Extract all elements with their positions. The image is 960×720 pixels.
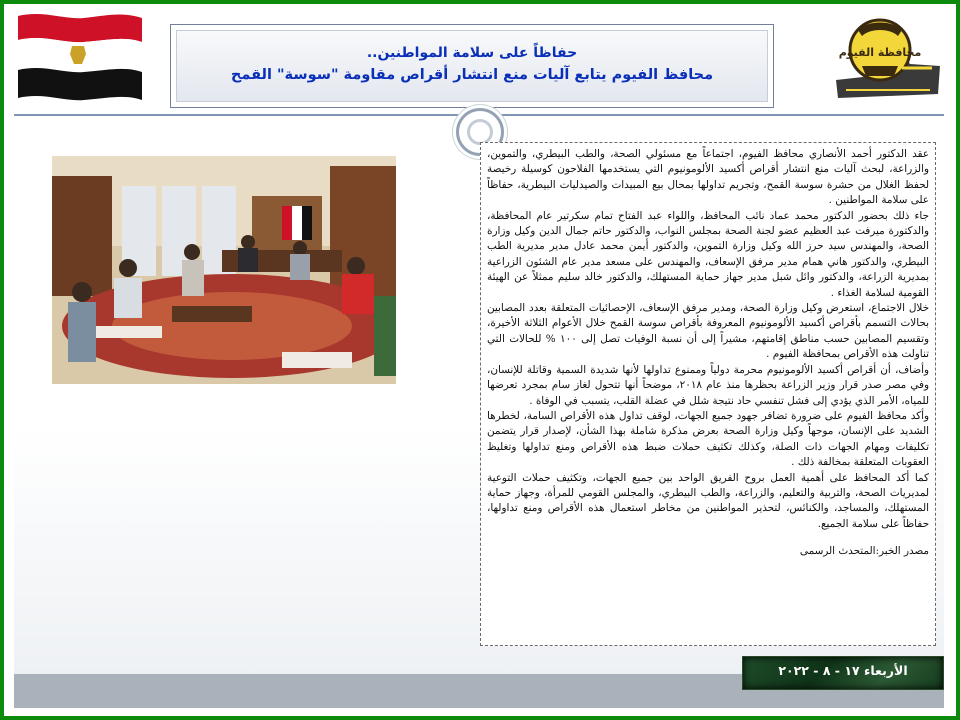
article-paragraph: خلال الاجتماع، استعرض وكيل وزارة الصحة، ومدير مرفق الإسعاف، الإحصائيات المتعلقة بعدد المصابين بحالات التسمم بأقراص أكسيد الألومونيوم المعروفة بأقراص سوسة القمح خلال الأعوام الثلاثة الأخيرة، وتقسيم المصابين حسب مناطق إقامتهم، مشيراً إلى أن نسبة الوفيات تصل إلى ١٠٠ % للحالات التي تناولت هذه الأقراص بمحافظة الفيوم . <box>487 302 929 361</box>
logo-text: محافظة الفيوم <box>838 46 922 59</box>
article-body <box>480 142 936 646</box>
article-paragraph: عقد الدكتور أحمد الأنصاري محافظ الفيوم، اجتماعاً مع مسئولي الصحة، والطب البيطري، والتموين، والزراعة، لبحث آليات منع انتشار أقراص أكسيد الألومونيوم التي يستخدمها الفلاحون كوسيلة رخيصة لحفظ الغلال من حشرة سوسة القمح، وتجريم تداولها بمحال بيع المبيدات والصيدليات البيطرية، حفاظاً على سلامة المواطنين . <box>487 148 929 207</box>
article-paragraph: كما أكد المحافظ على أهمية العمل بروح الفريق الواحد بين جميع الجهات، وتكثيف حملات التوعية لمديريات الصحة، والتربية والتعليم، والزراعة، والطب البيطري، والمجلس القومي للمرأة، وجهاز حماية المستهلك، والمساجد، والكنائس، لتحذير المواطنين من مخاطر استعمال هذه الأقراص ومنع تداولها، حفاظاً على سلامة الجميع. <box>487 471 929 530</box>
title-box <box>170 24 774 108</box>
article-paragraph: وأضاف، أن أقراص أكسيد الألومونيوم محرمة دولياً وممنوع تداولها لأنها شديدة السمية وقاتلة للإنسان، وفي مصر صدر قرار وزير الزراعة بحظرها منذ عام ٢٠١٨، موضحاً أنها تتحول لغاز سام بمجرد تعرضها للمياه، الأمر الذي يؤدي إلى فشل تنفسي حاد نتيجة شلل في عضلة القلب، يتسبب في الوفاة . <box>487 363 929 407</box>
title-inner <box>176 30 768 102</box>
headline-kicker: حفاظاً على سلامة المواطنين.. <box>366 45 578 61</box>
egypt-flag-icon <box>14 10 146 106</box>
article-paragraph: وأكد محافظ الفيوم على ضرورة تضافر جهود جميع الجهات، لوقف تداول هذه الأقراص السامة، لخطرها الشديد على الإنسان، موجهاً وكيل وزارة الصحة بعرض مذكرة شاملة بهذا الشأن، لإصدار قرار يتضمن تكليفات ومهام الجهات ذات الصلة، وكذلك تكثيف حملات ضبط هذه الأقراص ومنع تداولها وتغليظ العقوبات المتعلقة بمخالفة ذلك . <box>487 409 929 469</box>
fayoum-governorate-logo <box>832 10 944 104</box>
publish-date: الأربعاء ١٧ - ٨ - ٢٠٢٢ <box>778 663 908 678</box>
meeting-photo <box>52 156 396 384</box>
article-paragraph: جاء ذلك بحضور الدكتور محمد عماد نائب المحافظ، واللواء عبد الفتاح تمام سكرتير عام المحافظة، والدكتورة ميرفت عبد العظيم عضو لجنة الصحة بمجلس النواب، والدكتور حاتم جمال الدين وكيل وزارة الصحة، والمهندس سيد حرز الله وكيل وزارة التموين، والدكتور أيمن محمد عادل مدير مديرية الطب البيطري، والدكتور هاني همام مدير مرفق الإسعاف، والمهندس على مسعد مدير عام الشئون الزراعية بمديرية الزراعة، والدكتور وائل شبل مدير جهاز حماية المستهلك، والدكتور خالد سليم ممثلاً عن الهيئة القومية لسلامة الغذاء . <box>487 209 929 299</box>
date-box <box>742 656 944 690</box>
news-source: مصدر الخبر:المتحدث الرسمى <box>799 545 929 558</box>
headline: محافظ الفيوم يتابع آليات منع انتشار أقراص مقاومة "سوسة" القمح <box>230 67 714 83</box>
